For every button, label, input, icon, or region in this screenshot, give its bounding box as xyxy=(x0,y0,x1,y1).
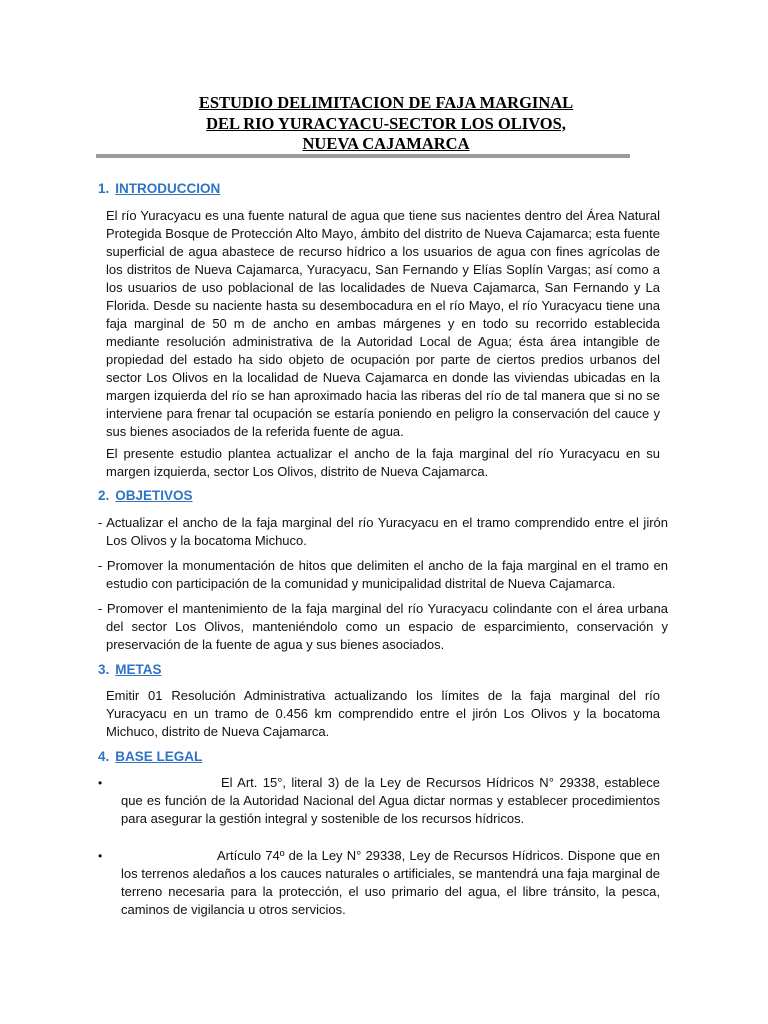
objetivo-item: - Promover la monumentación de hitos que delimiten el ancho de la faja marginal en el tramo en estudio con participación de la comunidad y municipalidad distrital de Nueva Cajamarca. xyxy=(98,558,668,591)
bullet-icon: • xyxy=(98,776,103,790)
section-number: 1. xyxy=(98,181,110,196)
section-label: INTRODUCCION xyxy=(115,181,221,196)
section-label: BASE LEGAL xyxy=(115,749,203,764)
base-legal-item xyxy=(98,847,660,919)
base-legal-text-content: Artículo 74º de la Ley N° 29338, Ley de Recursos Hídricos. Dispone que en los terrenos aledaños a los cauces naturales o artificiales, se mantendrá una faja marginal de terreno necesaria para la protección, el uso primario del agua, el libre tránsito, la pesca, caminos de vigilancia u otros servicios. xyxy=(121,848,660,917)
metas-paragraph: Emitir 01 Resolución Administrativa actualizando los límites de la faja marginal del río Yuracyacu en un tramo de 0.456 km comprendido entre el jirón Los Olivos y la bocatoma Michuco, distrito de Nueva Cajamarca. xyxy=(106,688,660,739)
base-legal-item xyxy=(98,774,660,828)
section-number: 3. xyxy=(98,662,110,677)
base-legal-text xyxy=(121,774,660,828)
section-number: 2. xyxy=(98,488,110,503)
title-line-1: ESTUDIO DELIMITACION DE FAJA MARGINAL xyxy=(198,93,574,112)
objetivo-item: - Promover el mantenimiento de la faja marginal del río Yuracyacu colindante con el área urbana del sector Los Olivos, manteniéndolo como un espacio de esparcimiento, conservación y preservación de la fuente de agua y sus bienes asociados. xyxy=(98,601,668,652)
section-label: OBJETIVOS xyxy=(115,488,193,503)
title-divider xyxy=(96,154,630,158)
section-heading-metas xyxy=(98,662,162,677)
section-heading-introduccion xyxy=(98,181,220,196)
introduccion-paragraph-1: El río Yuracyacu es una fuente natural de agua que tiene sus nacientes dentro del Área Natural Protegida Bosque de Protección Alto Mayo, ámbito del distrito de Nueva Cajamarca; esta fuente superficial de agua abastece de recurso hídrico a los usuarios de agua con fines agrícolas de los distritos de Nueva Cajamarca, Yuracyacu, San Fernando y Elías Soplín Vargas; así como a los usuarios de uso poblacional de las localidades de Nueva Cajamarca, San Fernando y La Florida. Desde su naciente hasta su desembocadura en el río Mayo, el río Yuracyacu tiene una faja marginal de 50 m de ancho en ambas márgenes y en todo su recorrido establecida mediante resolución administrativa de la Autoridad Local de Agua; ésta área intangible de propiedad del estado ha sido objeto de ocupación por parte de ciertos predios urbanos del sector Los Olivos en la localidad de Nueva Cajamarca en donde las viviendas ubicadas en la margen izquierda del río se han aproximado hacia las riberas del río de tal manera que si no se interviene para frenar tal ocupación se estaría poniendo en peligro la conservación del cauce y sus bienes asociados de la referida fuente de agua. xyxy=(106,208,660,439)
title-line-3: NUEVA CAJAMARCA xyxy=(302,134,470,153)
title-line-2: DEL RIO YURACYACU-SECTOR LOS OLIVOS, xyxy=(206,113,566,133)
document-title xyxy=(96,93,676,155)
section-number: 4. xyxy=(98,749,110,764)
section-heading-objetivos xyxy=(98,488,193,503)
base-legal-text-content: El Art. 15°, literal 3) de la Ley de Recursos Hídricos N° 29338, establece que es función de la Autoridad Nacional del Agua dictar normas y establecer procedimientos para asegurar la gestión integral y sostenible de los recursos hídricos. xyxy=(121,775,660,826)
section-label: METAS xyxy=(115,662,162,677)
introduccion-paragraph-2: El presente estudio plantea actualizar el ancho de la faja marginal del río Yuracyacu en su margen izquierda, sector Los Olivos, distrito de Nueva Cajamarca. xyxy=(106,446,660,479)
objetivo-item: - Actualizar el ancho de la faja marginal del río Yuracyacu en el tramo comprendido entre el jirón Los Olivos y la bocatoma Michuco. xyxy=(98,515,668,548)
base-legal-text xyxy=(121,847,660,919)
bullet-icon: • xyxy=(98,849,103,863)
section-heading-base-legal xyxy=(98,749,202,764)
